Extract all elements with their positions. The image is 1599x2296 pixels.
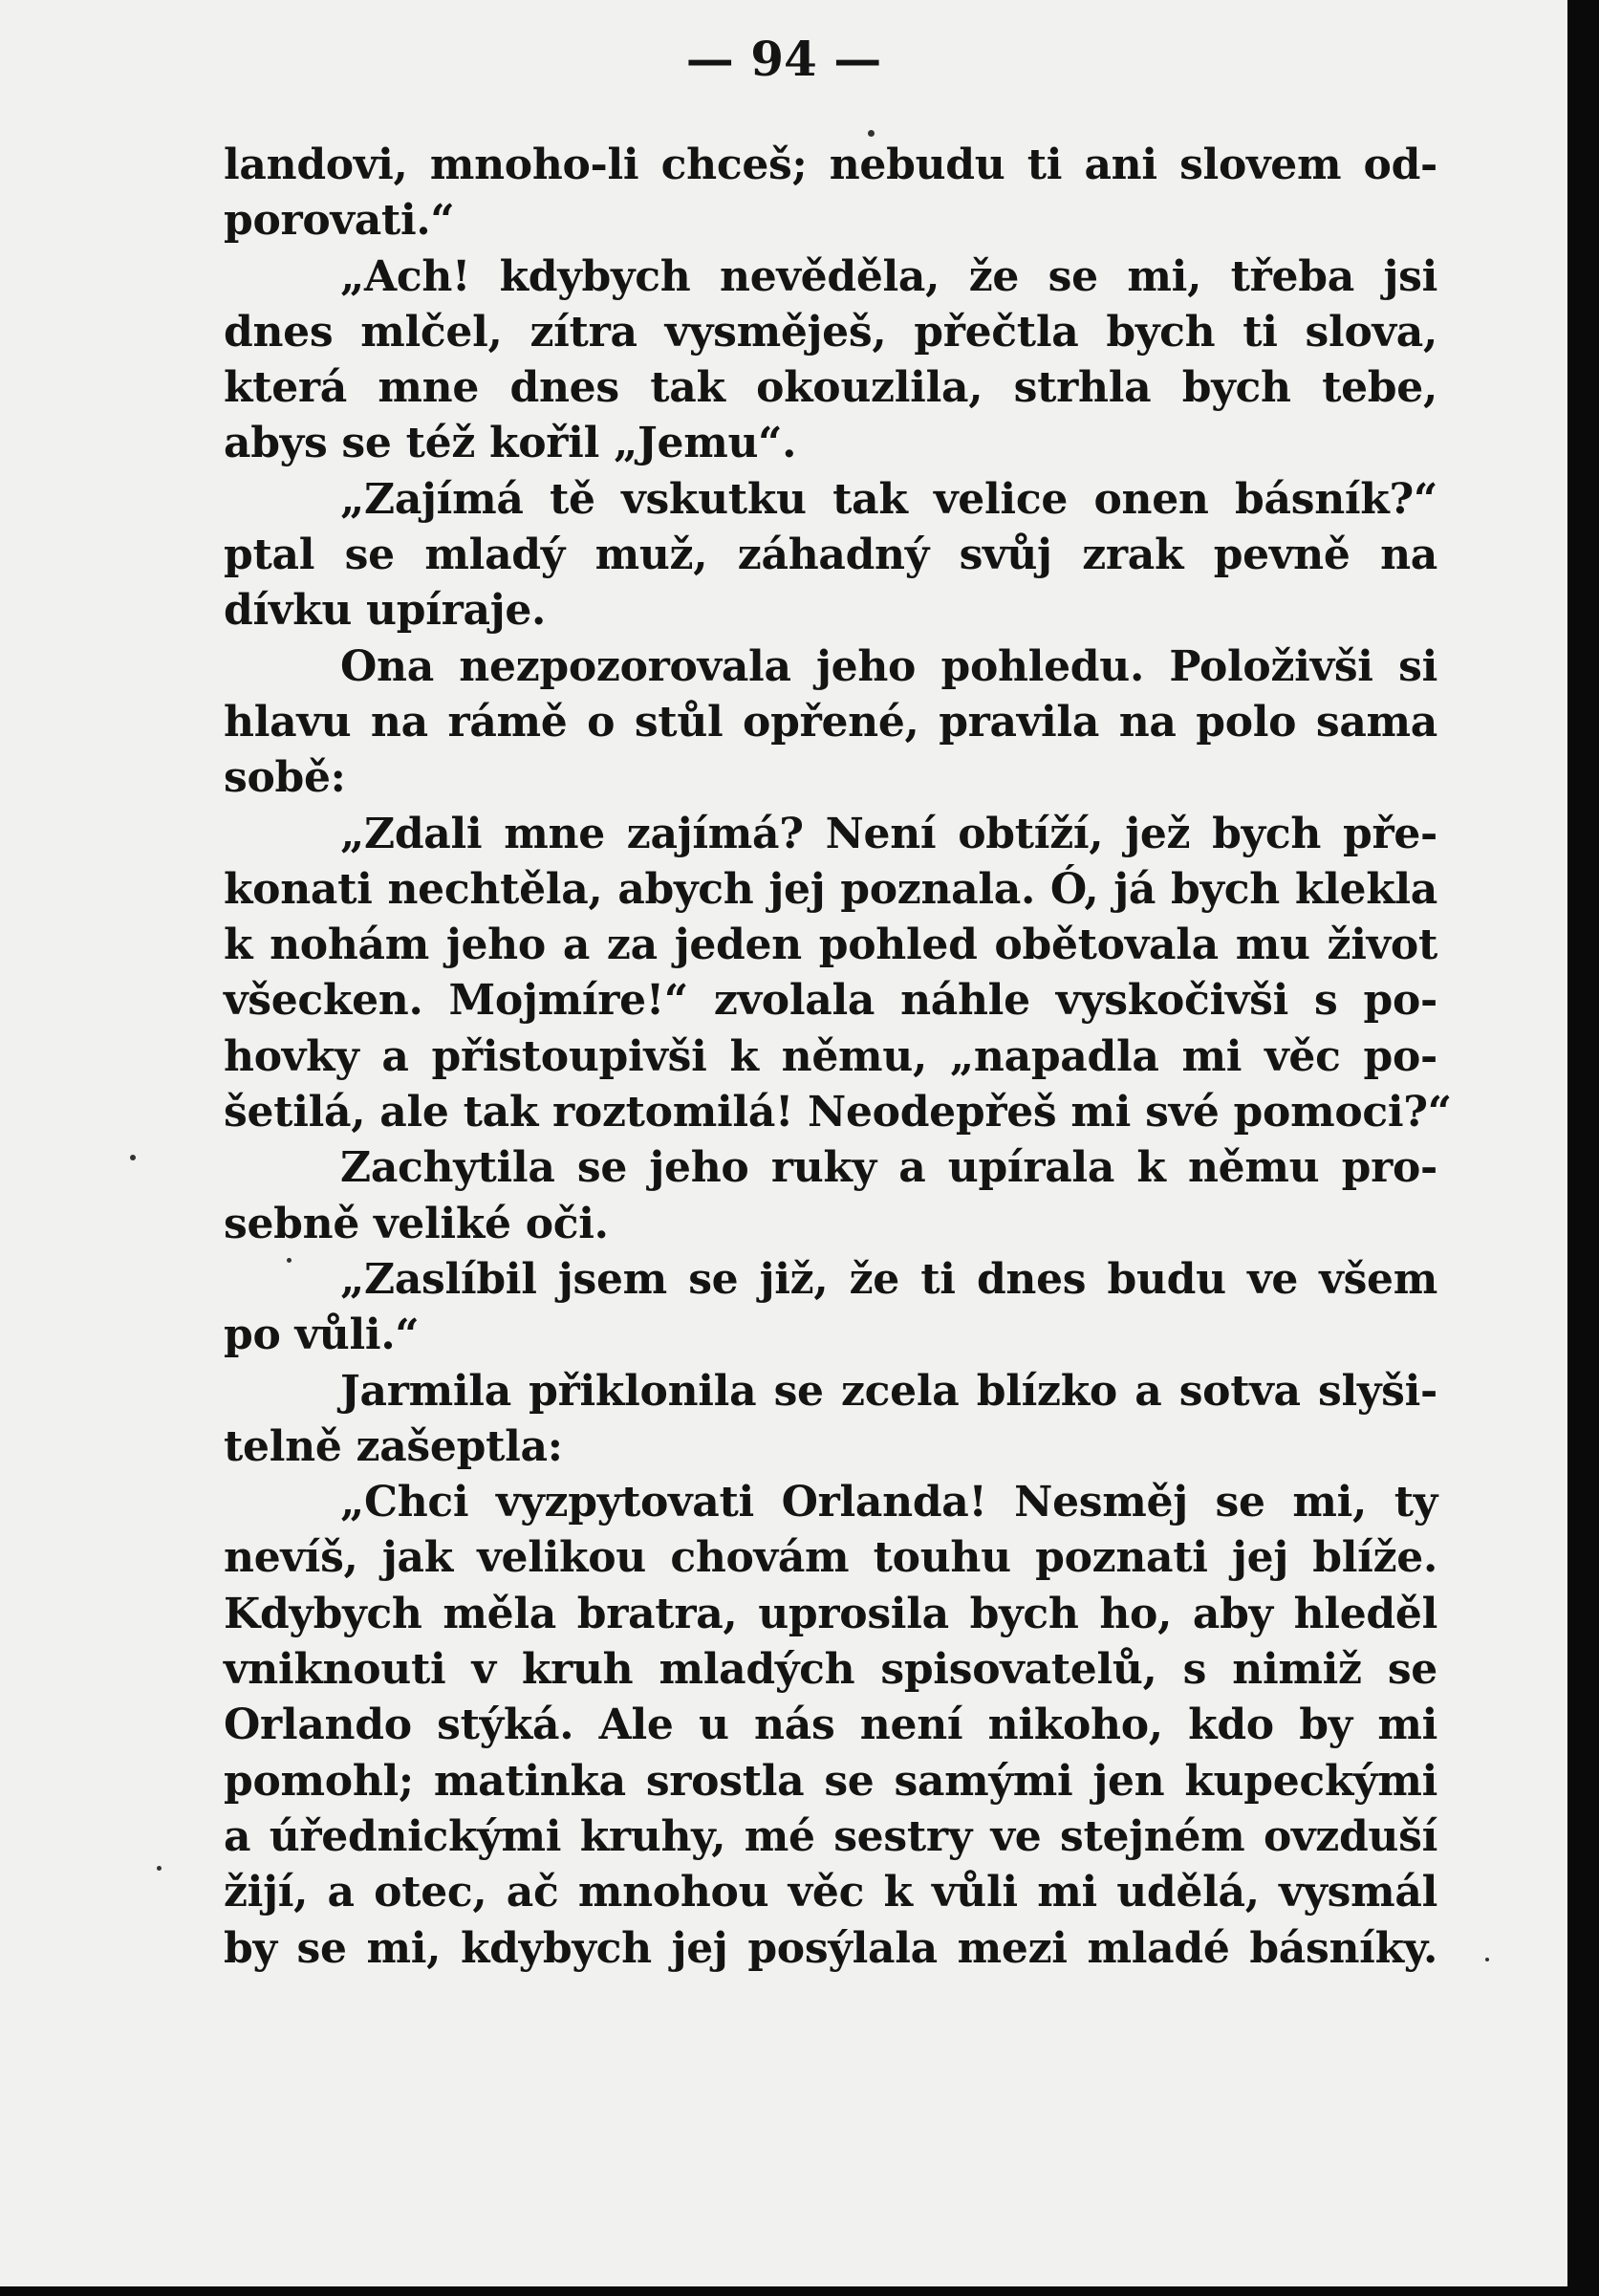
- text-line: by se mi, kdybych jej posýlala mezi mladé básníky.: [224, 1923, 1437, 1973]
- text-line: konati nechtěla, abych jej poznala. Ó, já bych klekla: [224, 864, 1437, 914]
- print-speck: [287, 1258, 292, 1263]
- text-line: „Chci vyzpytovati Orlanda! Nesměj se mi, ty: [340, 1478, 1437, 1527]
- text-line: po vůli.“: [224, 1310, 420, 1360]
- text-line: dívku upíraje.: [224, 586, 547, 636]
- text-line: „Ach! kdybych nevěděla, že se mi, třeba jsi: [340, 251, 1437, 301]
- text-line: Zachytila se jeho ruky a upírala k němu pro-: [340, 1143, 1437, 1193]
- text-line: „Zajímá tě vskutku tak velice onen básník?“: [340, 474, 1437, 524]
- text-line: nevíš, jak velikou chovám touhu poznati jej blíže.: [224, 1533, 1437, 1583]
- text-line: která mne dnes tak okouzlila, strhla bych tebe,: [224, 363, 1437, 413]
- print-speck: [130, 1155, 136, 1160]
- text-line: všecken. Mojmíre!“ zvolala náhle vyskočivši s po-: [224, 976, 1437, 1026]
- page-number: — 94 —: [685, 31, 882, 87]
- page-body-text: [224, 138, 1452, 1977]
- text-line: sebně veliké oči.: [224, 1199, 609, 1248]
- text-line: sobě:: [224, 753, 346, 803]
- print-speck: [157, 1866, 162, 1871]
- text-line: k nohám jeho a za jeden pohled obětovala mu život: [224, 921, 1437, 970]
- text-line: Jarmila přiklonila se zcela blízko a sotva slyši-: [340, 1366, 1437, 1416]
- text-line: dnes mlčel, zítra vysměješ, přečtla bych ti slova,: [224, 307, 1437, 357]
- text-line: ptal se mladý muž, záhadný svůj zrak pevně na: [224, 531, 1437, 580]
- print-speck: [868, 130, 875, 137]
- text-line: abys se též kořil „Jemu“.: [224, 419, 797, 468]
- text-line: „Zaslíbil jsem se již, že ti dnes budu ve všem: [340, 1254, 1437, 1304]
- text-line: šetilá, ale tak roztomilá! Neodepřeš mi své pomoci?“: [224, 1088, 1452, 1137]
- text-line: a úřednickými kruhy, mé sestry ve stejném ovzduší: [224, 1811, 1437, 1861]
- page-edge-bottom: [0, 2286, 1599, 2296]
- print-speck: [1485, 1958, 1489, 1961]
- text-line: „Zdali mne zajímá? Není obtíží, jež bych pře-: [340, 809, 1437, 858]
- text-line: porovati.“: [224, 196, 455, 246]
- page-edge-shadow: [1567, 0, 1599, 2296]
- text-line: pomohl; matinka srostla se samými jen kupeckými: [224, 1756, 1437, 1806]
- text-line: vniknouti v kruh mladých spisovatelů, s nimiž se: [224, 1645, 1437, 1695]
- text-line: žijí, a otec, ač mnohou věc k vůli mi udělá, vysmál: [224, 1868, 1437, 1917]
- text-line: telně zašeptla:: [224, 1421, 563, 1471]
- text-line: Orlando stýká. Ale u nás není nikoho, kdo by mi: [224, 1700, 1437, 1750]
- text-line: Ona nezpozorovala jeho pohledu. Položivši si: [340, 641, 1437, 691]
- text-line: hovky a přistoupivši k němu, „napadla mi věc po-: [224, 1031, 1437, 1081]
- text-line: hlavu na rámě o stůl opřené, pravila na polo sama: [224, 697, 1437, 747]
- text-line: landovi, mnoho-li chceš; nebudu ti ani slovem od-: [224, 141, 1437, 189]
- text-line: Kdybych měla bratra, uprosila bych ho, aby hleděl: [224, 1589, 1437, 1638]
